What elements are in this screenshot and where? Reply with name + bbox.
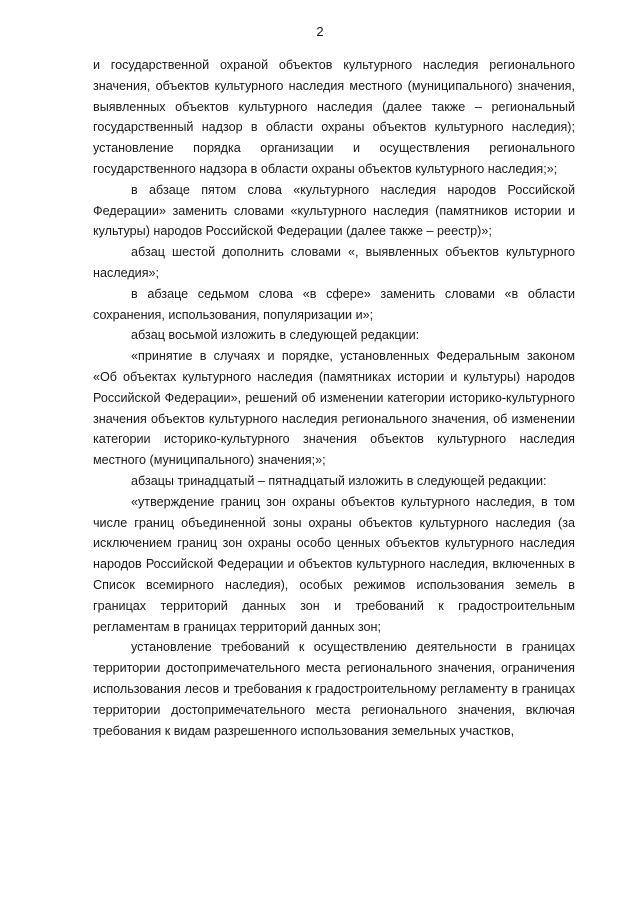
paragraph: абзац восьмой изложить в следующей редакции:	[131, 328, 420, 343]
paragraph: установление требований к осуществлению деятельности в границах территории достопримечательного места регионального значения, ограничения использования лесов и требования к градостроительному регламенту в границах территории достопримечательного места регионального значения, включая требования к видам разрешенного использования земельных участков,	[93, 640, 575, 738]
paragraph: и государственной охраной объектов культурного наследия регионального значения, объектов культурного наследия местного (муниципального) значения, выявленных объектов культурного наследия (далее также – региональный государственный надзор в области охраны объектов культурного наследия); установление порядка организации и осуществления регионального государственного надзора в области охраны объектов культурного наследия;»;	[93, 58, 575, 176]
paragraph: абзацы тринадцатый – пятнадцатый изложить в следующей редакции:	[131, 473, 547, 488]
paragraph: в абзаце седьмом слова «в сфере» заменить словами «в области сохранения, использования, популяризации и»;	[93, 286, 575, 322]
paragraph: в абзаце пятом слова «культурного наследия народов Российской Федерации» заменить словами «культурного наследия (памятников истории и культуры) народов Российской Федерации (далее также – реестр)»;	[93, 182, 575, 239]
paragraph: «принятие в случаях и порядке, установленных Федеральным законом «Об объектах культурного наследия (памятниках истории и культуры) народов Российской Федерации», решений об изменении категории историко-культурного значения объектов культурного наследия регионального значения, об изменении категории историко-культурного значения объектов культурного наследия местного (муниципального) значения;»;	[93, 349, 575, 468]
page-number: 2	[316, 24, 324, 39]
paragraph: абзац шестой дополнить словами «, выявленных объектов культурного наследия»;	[93, 245, 575, 280]
paragraph: «утверждение границ зон охраны объектов культурного наследия, в том числе границ объединенной зоны охраны объектов культурного наследия (за исключением границ зон охраны особо ценных объектов культурного наследия народов Российской Федерации и объектов культурного наследия, включенных в Список всемирного наследия), особых режимов использования земель в границах территорий данных зон и требований к градостроительным регламентам в границах территорий данных зон;	[93, 494, 575, 634]
document-body	[93, 55, 575, 741]
